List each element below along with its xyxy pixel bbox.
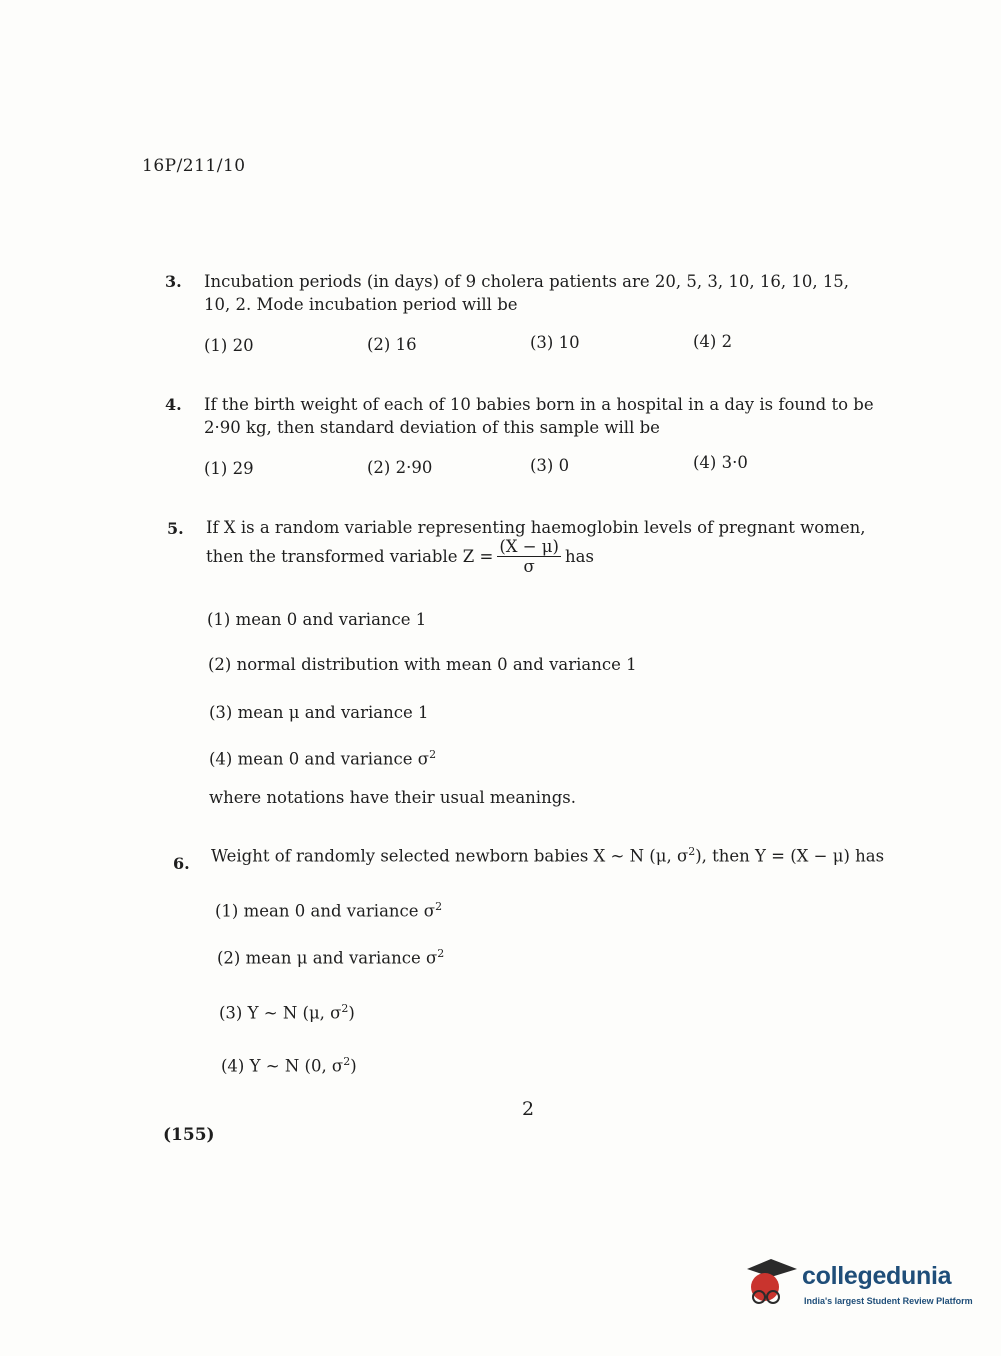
question-4-option-2: (2) 2·90 [367, 458, 433, 477]
question-6-option-2-pre: (2) mean μ and variance σ [217, 948, 438, 968]
question-3-option-1: (1) 20 [204, 336, 254, 355]
question-4-text-line2: 2·90 kg, then standard deviation of this sample will be [204, 418, 660, 437]
paper-code: 16P/211/10 [142, 156, 246, 176]
question-5-text-line2-pre: then the transformed variable Z = [206, 547, 494, 566]
question-5-text-line2 [206, 538, 594, 577]
superscript: 2 [341, 1002, 349, 1015]
collegedunia-mascot-icon [745, 1255, 805, 1315]
question-6-text [211, 840, 884, 868]
question-3-option-2: (2) 16 [367, 335, 417, 354]
superscript: 2 [688, 845, 696, 858]
question-5-option-4 [209, 748, 436, 769]
question-4-number: 4. [165, 395, 182, 414]
question-5-option-4-text: (4) mean 0 and variance σ [209, 749, 430, 769]
question-5-option-1: (1) mean 0 and variance 1 [207, 610, 427, 629]
question-5-option-2: (2) normal distribution with mean 0 and variance 1 [208, 655, 637, 674]
question-6-text-a: Weight of randomly selected newborn babies X ~ N (μ, σ [211, 846, 689, 866]
question-4-option-1: (1) 29 [204, 459, 254, 478]
brand-name: collegedunia [802, 1262, 952, 1290]
question-4-option-3: (3) 0 [530, 456, 570, 475]
question-6-number: 6. [173, 854, 190, 873]
question-3-option-3: (3) 10 [530, 333, 580, 352]
question-3-text-line1: Incubation periods (in days) of 9 cholera patients are 20, 5, 3, 10, 16, 10, 15, [204, 272, 850, 291]
question-5-number: 5. [167, 519, 184, 538]
question-5-option-3: (3) mean μ and variance 1 [209, 703, 429, 722]
question-4-option-4: (4) 3·0 [693, 453, 748, 472]
superscript: 2 [429, 748, 437, 761]
question-6-option-1 [215, 900, 442, 921]
fraction-denominator: σ [523, 557, 535, 576]
fraction-numerator: (X − μ) [499, 537, 559, 556]
brand-tagline: India's largest Student Review Platform [804, 1296, 973, 1306]
superscript: 2 [343, 1055, 351, 1068]
question-6-option-4 [221, 1055, 357, 1076]
superscript: 2 [437, 947, 445, 960]
question-6-option-4-post: ) [350, 1056, 357, 1076]
question-6-option-1-pre: (1) mean 0 and variance σ [215, 901, 436, 921]
z-score-fraction [497, 538, 561, 577]
question-6-option-3-post: ) [348, 1003, 355, 1023]
superscript: 2 [435, 900, 443, 913]
question-6-option-3-pre: (3) Y ~ N (μ, σ [219, 1003, 342, 1023]
question-5-note: where notations have their usual meanings. [209, 788, 576, 807]
question-3-text-line2: 10, 2. Mode incubation period will be [204, 295, 518, 314]
question-6-option-3 [219, 1002, 355, 1023]
question-6-text-b: ), then Y = (X − μ) has [695, 846, 885, 866]
question-5-text-line1: If X is a random variable representing haemoglobin levels of pregnant women, [206, 518, 866, 537]
question-4-text-line1: If the birth weight of each of 10 babies born in a hospital in a day is found to be [204, 395, 874, 414]
question-3-number: 3. [165, 272, 182, 291]
question-5-text-line2-post: has [564, 547, 594, 566]
paper-number: (155) [163, 1125, 215, 1145]
question-6-option-2 [217, 947, 444, 968]
question-3-option-4: (4) 2 [693, 332, 733, 351]
question-6-option-4-pre: (4) Y ~ N (0, σ [221, 1056, 344, 1076]
page-number: 2 [522, 1098, 535, 1120]
